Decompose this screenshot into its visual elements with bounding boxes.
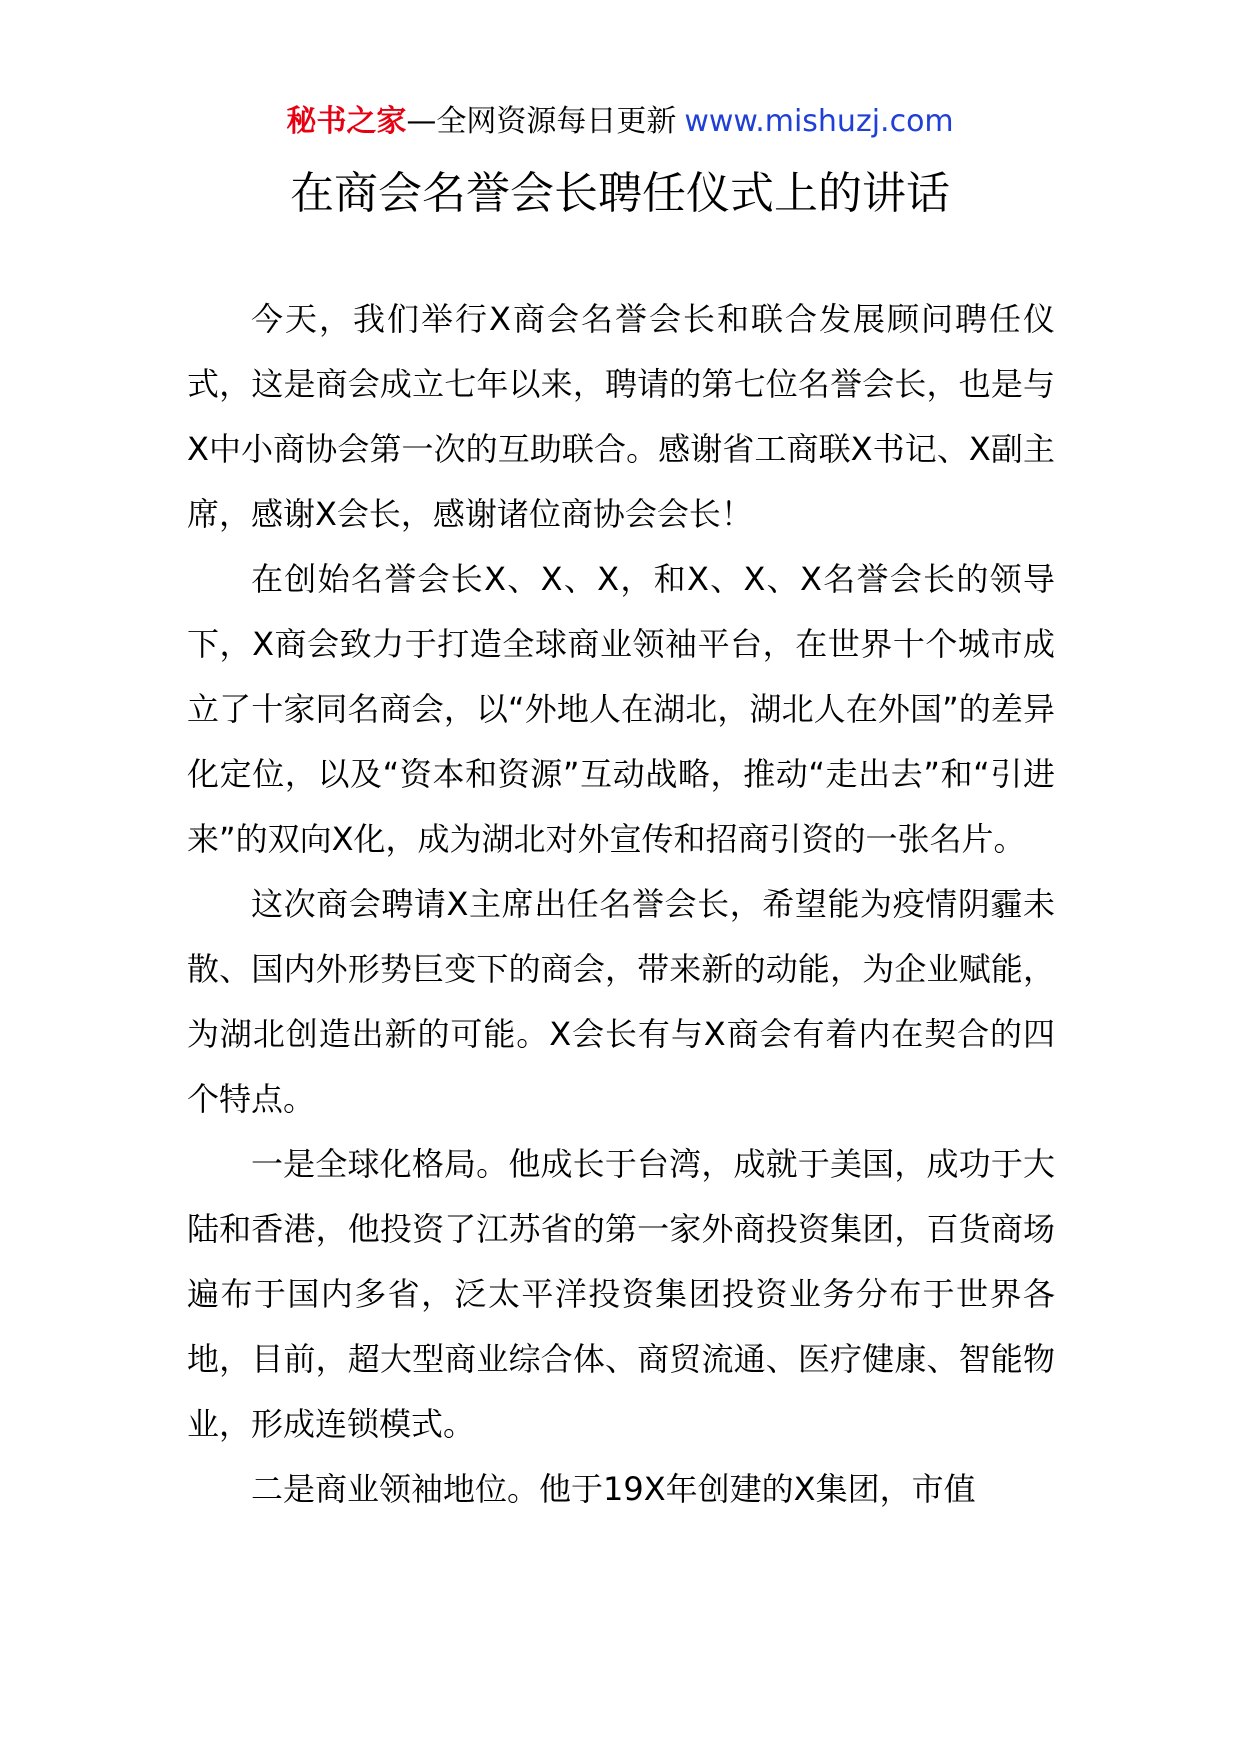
site-brand: 秘书之家	[286, 104, 407, 139]
paragraph-3: 这次商会聘请X主席出任名誉会长，希望能为疫情阴霾未散、国内外形势巨变下的商会，带来新的动能，为企业赋能，为湖北创造出新的可能。X会长有与X商会有着内在契合的四个特点。	[187, 885, 1055, 1118]
site-header	[0, 102, 1240, 142]
paragraph-2: 在创始名誉会长X、X、X，和X、X、X名誉会长的领导下，X商会致力于打造全球商业领袖平台，在世界十个城市成立了十家同名商会，以“外地人在湖北，湖北人在外国”的差异化定位，以及“资本和资源”互动战略，推动“走出去”和“引进来”的双向X化，成为湖北对外宣传和招商引资的一张名片。	[187, 560, 1055, 858]
document-body	[187, 287, 1055, 1522]
site-tagline: —全网资源每日更新	[406, 104, 677, 139]
document-title: 在商会名誉会长聘任仪式上的讲话	[290, 168, 950, 219]
paragraph-1: 今天，我们举行X商会名誉会长和联合发展顾问聘任仪式，这是商会成立七年以来，聘请的第七位名誉会长，也是与X中小商协会第一次的互助联合。感谢省工商联X书记、X副主席，感谢X会长，感谢诸位商协会会长！	[187, 300, 1055, 533]
site-url-link[interactable]: www.mishuzj.com	[684, 104, 954, 139]
paragraph-4: 一是全球化格局。他成长于台湾，成就于美国，成功于大陆和香港，他投资了江苏省的第一家外商投资集团，百货商场遍布于国内多省，泛太平洋投资集团投资业务分布于世界各地，目前，超大型商业综合体、商贸流通、医疗健康、智能物业，形成连锁模式。	[187, 1145, 1055, 1443]
paragraph-5: 二是商业领袖地位。他于19X年创建的X集团，市值	[251, 1470, 976, 1508]
